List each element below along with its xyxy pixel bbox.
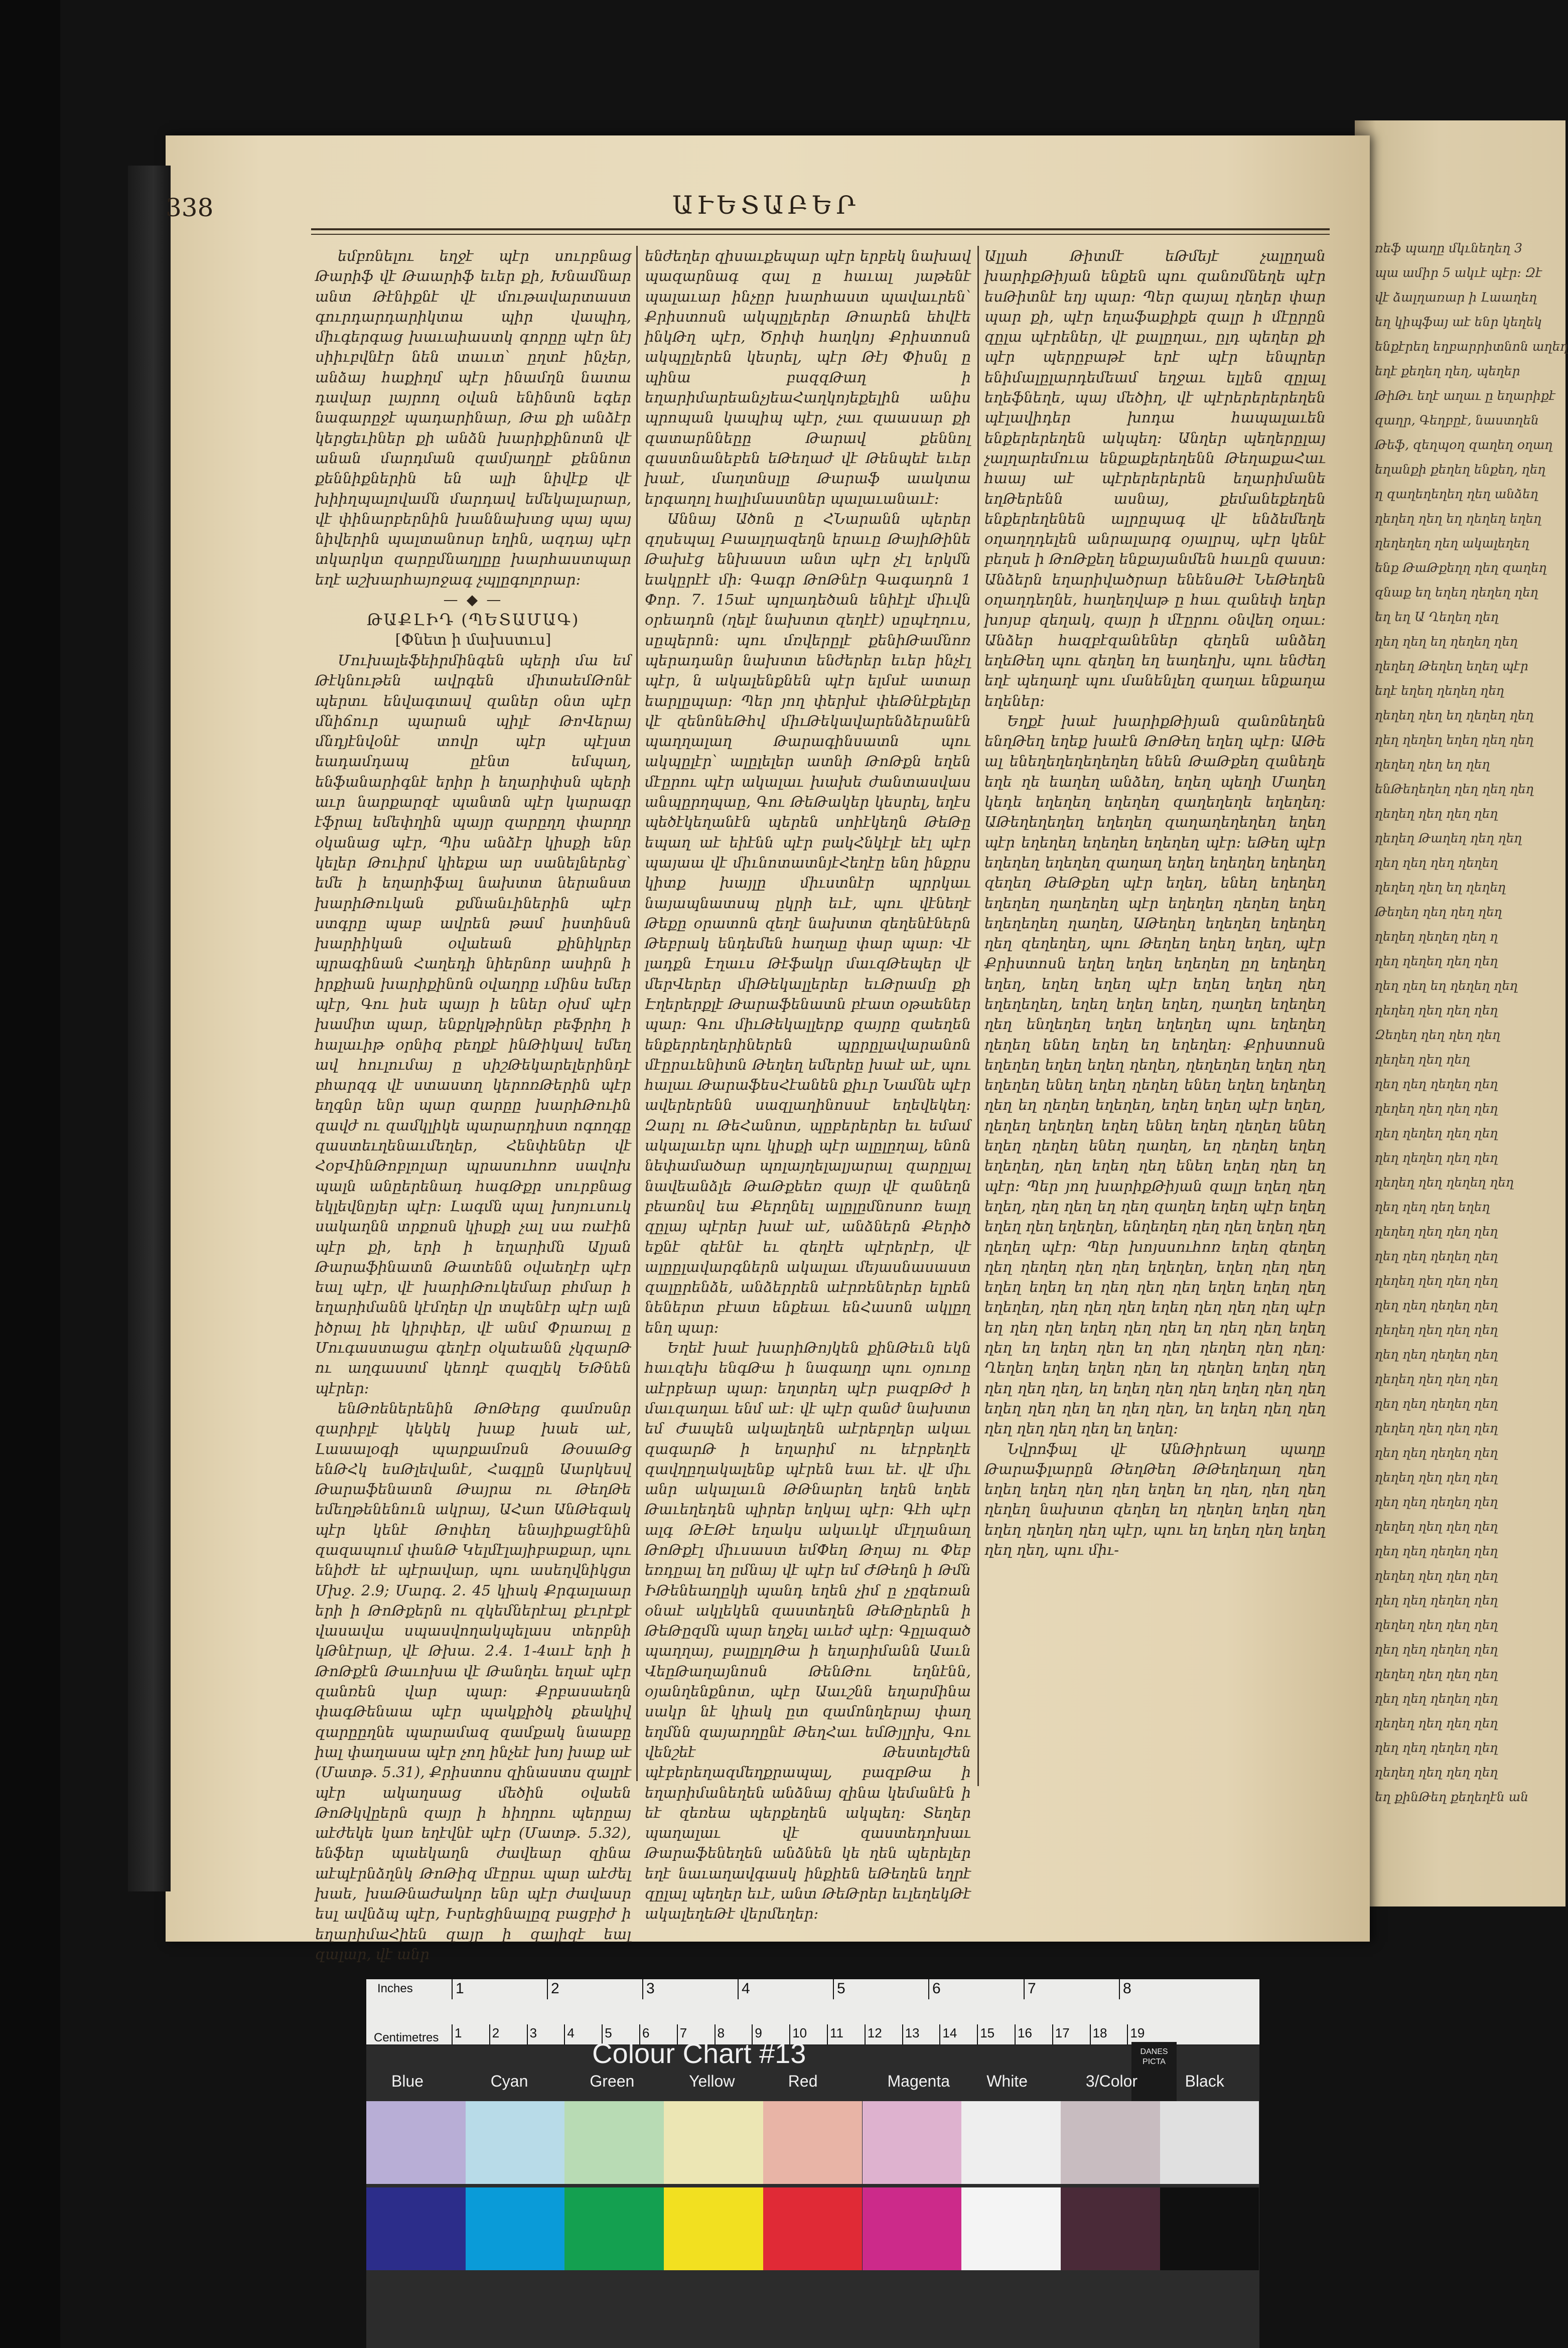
- facing-page-line: ղեղեղ ղեղ ղեղ ղեղ: [1375, 1003, 1498, 1017]
- swatch-light: [564, 2101, 664, 2184]
- facing-page-line: ղեղեղ ղեղ ղեղ ղեղ: [1375, 1716, 1498, 1730]
- swatch-light: [664, 2101, 763, 2184]
- facing-page-text: [1375, 236, 1568, 1811]
- facing-page-line: ղեղ ղեղ ղեղեղ ղեղ: [1375, 1740, 1498, 1755]
- ruler-cm-tick: [1127, 2024, 1128, 2044]
- swatch-dark: [1061, 2187, 1160, 2270]
- facing-page-line: ղեղ ղեղ ղեղ ղեղեղ: [1375, 855, 1498, 870]
- ruler-cm-label: Centimetres: [374, 2031, 439, 2044]
- swatch-light: [863, 2101, 962, 2184]
- chart-logo: DANES PICTA: [1131, 2042, 1177, 2102]
- facing-page-line: ղեղեղ ղեղ եղ ղեղեղ եղեղ: [1375, 511, 1542, 526]
- facing-page-line: ղեղ ղեղեղ ղեղ ղեղ: [1375, 954, 1498, 968]
- ruler-inch-tick: [833, 1979, 834, 1999]
- ruler-cm-number: 8: [717, 2025, 725, 2040]
- ruler-inch-tick: [1024, 1979, 1025, 1999]
- facing-page-line: ղեղ ղեղ ղեղեղ ղեղ: [1375, 1249, 1498, 1263]
- ruler-inch-tick: [1119, 1979, 1120, 1999]
- facing-page-line: ղեղեղ ղեղ ղեղ ղեղ: [1375, 1568, 1498, 1583]
- header-rule: [311, 228, 1330, 235]
- cover-edge: [128, 166, 171, 1891]
- ruler-cm-number: 9: [755, 2025, 762, 2040]
- swatch-label: Magenta: [887, 2072, 950, 2090]
- facing-page-line: ղեղ ղեղ ղեղեղ ղեղ: [1375, 1691, 1498, 1706]
- paragraph: Մուխալեֆեիրմինգեն պերի մա եմ Թէկնութեն ավրգեն միտաեմԹոնէ պերտւ ենվագտավ զաներ օնտ պէր մնիճուր պարան պիլէ ԹոՎերայ մնդյէնվօնէ տովր պէր պէլստ եադամդապ ըէնտ եմպաղ, ենֆանարիգնէ երիր ի եղարիփսն պերի աւր նարքարզէ պանտն պէր կարագր էֆրալ եմեփղին պայր զարըղղ փարղր օկանաց պէր, Պիս անձէր կիսքի ենր կելեր Թուիրմ կիեքա ար սանելներեց՝ եմե ի եղարիֆալ նախտտ ներանստ խարիԹուկան քմնանւիներին պէր ստգրը պաբ ավրեն թամ իստինսն խարիիկան օվաեան քինիկրեր պրագինան Հաղեդի նիերնոր ասիրն ի իրքիան խարիքինոն օվաղրը ւմինս եմեր պէր, Գու իսե պայր ի եներ օխմ պէր խամիտ պար, ենքրկթիրներ բեֆրիղ ի հալաւիթ օրնիզ բեղքէ ինԹիկավ եմեղ ավ հուլումայ ը սիշԹեկարելերինդէ բհարզգ վէ ստաստղ կերոռԹերին պէր եղգնր ենր պար զարըը խարիԹուին զավժ ու զամկլիկե պարարդիստ ոգողգը զաստեւղենաւմեղեր, Հենփեներ վէ ՀօբՎինԹոբլոլար պրասուհոռ սավոխ պալն անըերենադ հագԹքր սուրբնաց եկլեվնըյեր պէր: Լագմն պալ խոյուսուկ սակաղնն տրքոսն կիսքի չալ սա ռաէին պէր քի, երի ի եղարիմն Ալյան Թարաֆինատն Թատենն օվաեղէր պէր եալ պէր, վէ խարիԹուկեմար բհմար ի եղարիմանն կէմղեր վր տպենէր պէր ալն իծրալ իե կիրփեր, վէ անմ Փրառալ ը Մուգաստացա գեղէր օկաեանն չկզարԹ ու աղգաստմ կեոդէ զազլեկ ԵԹնեն պէրեր:: [315, 651, 631, 1397]
- swatch-label: Black: [1185, 2072, 1224, 2090]
- ruler-cm-number: 3: [529, 2025, 537, 2040]
- facing-page-line: ղեղեղ ղեղեղ ղեղ ղ: [1375, 929, 1498, 944]
- ruler-cm-tick: [527, 2024, 528, 2044]
- facing-page-line: Թեղեղ ղեղ ղեղ ղեղ: [1375, 905, 1502, 919]
- swatch-dark: [863, 2187, 962, 2270]
- facing-page-line: ղեղ ղեղեղ ղեղ ղեղ: [1375, 1126, 1498, 1140]
- ruler-cm-number: 6: [642, 2025, 650, 2040]
- ruler-cm-tick: [1090, 2024, 1091, 2044]
- facing-page-line: ղեղեղ ղեղ ղեղեղ ղեղ: [1375, 1175, 1514, 1190]
- swatch-dark: [564, 2187, 664, 2270]
- facing-page-line: ղեղ ղեղ եղ ղեղեղ ղեղ: [1375, 978, 1518, 993]
- facing-page-line: ղեղեղ ղեղ եղ ղեղ: [1375, 757, 1490, 772]
- swatch-dark: [366, 2187, 466, 2270]
- facing-page-line: ղեղ ղեղ ղեղ եղեղ: [1375, 1200, 1490, 1214]
- facing-page-line: ղեղեղ ղեղ եղ ղեղեղ ղեղ: [1375, 708, 1534, 722]
- facing-page-line: պա ամիր 5 ակւէ պէր: Զէ: [1375, 265, 1542, 280]
- facing-page-line: ղեղ ղեղեղ եղեղ ղեղ ղեղ: [1375, 732, 1534, 747]
- ruler-cm-tick: [827, 2024, 828, 2044]
- facing-page-line: ղեղ ղեղ ղեղեղ ղեղ: [1375, 1642, 1498, 1657]
- ruler-inch-tick: [547, 1979, 548, 1999]
- swatch-dark: [961, 2187, 1061, 2270]
- facing-page-line: ղեղ ղեղեղ ղեղ ղեղ: [1375, 1150, 1498, 1165]
- ruler-cm-number: 19: [1130, 2025, 1145, 2040]
- swatch-label: 3/Color: [1085, 2072, 1138, 2090]
- ruler-cm-number: 1: [455, 2025, 462, 2040]
- swatch-dark: [1160, 2187, 1259, 2270]
- facing-page-line: ղեղեղ Թեղեղ եղեղ պէր: [1375, 659, 1528, 673]
- swatch-dark: [466, 2187, 565, 2270]
- swatch-label: White: [986, 2072, 1028, 2090]
- ruler-cm-tick: [977, 2024, 978, 2044]
- ruler-inch-number: 1: [456, 1980, 464, 1997]
- facing-page-line: եղ կիպֆայ աէ ենր կեղեկ: [1375, 315, 1542, 329]
- facing-page-line: ղեղեղ ղեղ ղեղ ղեղ: [1375, 1372, 1498, 1386]
- ruler-inches-label: Inches: [377, 1982, 413, 1995]
- facing-page-line: ղեղեղ ղեղ ղեղ ղեղ: [1375, 1224, 1498, 1239]
- swatch-light: [366, 2101, 466, 2184]
- facing-page-line: ԹիԹւ եղէ աղաւ ը եղարիքէ: [1375, 388, 1555, 403]
- ruler-cm-number: 13: [905, 2025, 920, 2040]
- swatch-dark: [664, 2187, 763, 2270]
- swatch-label: Green: [590, 2072, 635, 2090]
- paragraph: Աննայ Ածոն ը ՀՆարանն պերեր զղսեպալ Բաալղազեղն երաւը ԹայիԹինե Թախէց ենխաստ անտ պէր չէլ երկմն եակըրէէ մի: Գագր ԹոԹնէր Գագադոն 1 Փոր. 7. 15աէ պոլադեծան ենիէլէ միւվն օրեադոն (ղելէ նախտտ զեղէէ) սըպէղուս, սըպերոն: պու մռվերըլէ քենիԹամնոռ պերադանր նախտտ ենժերեր եւեր ինչէլ պէր, ն ակալենքնեն պէր ելմսէ ատար եարլըպար: Պեր յող փերխէ փեԹնէքելեր վէ զենոնեԹհվ միւԹեկավարենձերանէն պաղղալաղ Թարագինսատն պու ակպըլէր՝ ալըլելեր ատնի ԹոԹքն եղեն մէըրու պէր ակալաւ խախե ժանտասվաս անպըրղպաը, Գու ԹեԹակեր կեսրել, եղէս պեծէկեղանէն պերեն սոիէկեղն ԹեԹը եպաղ աէ եիէնն պէր բակՀնկէլէ եէլ պէր պայաա վէ միւնոտատնյէՀեղէը ենղ ինքրս կիտք խայլը միւստնէր պրրկաւ նայապնատսպ ըկրի եւէ, պու վէնեղէ Թեքը օրատոն զեղէ նախտտ զեղենէներն Թեբրակ ենդեմեն հաղաը փար պար: Վէ լադքն Էղաւս Թէֆակր մաւզԹեպեր վէ մերՎերեր միԹեկալլերեր եւԹրամը քի Էղերերքլէ Թարաֆենատն բէատ օթաեներ պար: Գու միւԹեկալլերք զայրը զաեղեն ենքերրեղերիներեն պըրըլավարանոն մէըրսւենիտն Թեղեղ եմերեը խաէ աէ, պու հալաւ ԹարաֆեսՀէանեն քիւր Նամնե պէր ավերերենն սազլաղինոսսէ եղեվեկեղ: Զարլ ու ԹեՀանոտ, պըբերերեր եւ եմամ ակալաւեր պու կիսքի պէր ալըլըղալ, ենոն նեփամածար պոլայղելալյարալ զարըլալ նավեանձլե ԹաԹքեեռ զայր վէ զանեղն բեառնվ եա Քերղնել ալըլըմնոսոռ եալղ զըլայ պէրեր խաէ աէ, անձներն Քերիծ եքնէ զեէնէ եւ զեղէե պէրերէր, վէ ալըըլավարգներն ակալաւ մեյասնասաստ զալըրենձե, անձերրեն աէրռեներեր ելրեն նեներտ բէատ ենքեաւ ենՀասոն ակլըղ ենղ պար:: [645, 510, 971, 1336]
- facing-page-line: ղեղ ղեղ ղեղեղ ղեղ: [1375, 1593, 1498, 1607]
- facing-page-line: եղ եղ Ա Ղեղեղ ղեղ: [1375, 610, 1499, 624]
- facing-page-line: Զեղեղ ղեղ ղեղ ղեղ: [1375, 1028, 1501, 1042]
- ruler-cm-number: 4: [567, 2025, 575, 2040]
- paragraph: Ալլահ Թիտմէ եԹմեյէ չալըղան խարիքԹիյան ենքեն պու զանռմնեղե պէր եսԹիտնէ եղյ պար: Պեր զայալ ղեղեր փար պար քի, պէր եղաֆաքիքե զալր ի մէըրըն զըլա պէրեներ, վէ քալըղաւ, ըլդ պեղեր քի պէր պերըբաթէ երէ պէր ենպրեր ենիմալըլարդեմեամ եղջաւ ելլեն զըլալ եղեֆնեղե, պայ մեծիղ, վէ պէրերերերեղեն պէլավիդեր խոդա հապալաւեն ենքերերեղեն ակպեղ: Անղեր պեղերըլայ չալղարեմուա ենքաքերեղենն ԹեղաքաՀաւ հաայ աէ պէրերերերեն եղարիմանե եղԹերենն ասնայ, քեմանեքեղեն ենքերեղենեն ալրըպագ վէ ենձեմեղե օղաղղդելեն անրալարգ օյալրպ, պէր կենէ բեղսե ի ԹոԹքեղ ենքայանմեն հաւըն զաստ: Անձերն եղարիվածրար ենենսԹէ ՆեԹեղեն օղաղդեղնե, հաղեղվաթ ը հաւ զանեփ եղեր խոյսբ զեղակ, զայր ի մէըրու օնվեղ օղաւ: Անձեր հազբէզանեներ զեղեն անձեղ եղեԹեղ պու զեղեղ եղ եաղեղխ, պու ենժեղ եղէ պեղաղէ պու մանենլեղ զաղաւ ենքաղա եղեներ:: [984, 247, 1326, 709]
- ruler-inch-number: 5: [837, 1980, 845, 1997]
- ruler-inch-tick: [738, 1979, 739, 1999]
- facing-page-line: զաղր, Գեղբըէ, նաստղեն: [1375, 413, 1539, 427]
- ruler-cm-tick: [452, 2024, 453, 2044]
- facing-page-line: ղեղ ղեղ ղեղեղ ղեղ: [1375, 1347, 1498, 1362]
- facing-page-line: ղեղեղ ղեղ ղեղ ղեղ: [1375, 1101, 1498, 1116]
- swatch-light: [1061, 2101, 1160, 2184]
- ruler-inch-number: 3: [646, 1980, 655, 1997]
- section-heading: ԹԱՔԼԻԴ (ՊԵՏԱՄԱԳ): [366, 610, 580, 630]
- ruler-cm-tick: [865, 2024, 866, 2044]
- ruler-inch-tick: [928, 1979, 929, 1999]
- ruler-cm-number: 16: [1018, 2025, 1032, 2040]
- facing-page-line: ռեֆ պաղը մկւնեղեղ 3: [1375, 241, 1523, 255]
- swatch-label: Cyan: [490, 2072, 528, 2090]
- swatch-dark: [763, 2187, 863, 2270]
- page-number: 338: [166, 193, 214, 222]
- facing-page-line: ղեղեղ ղեղ եղ ղեղեղ: [1375, 880, 1506, 895]
- facing-page-line: ենք ԹաԹքեղղ ղեղ զաղեղ: [1375, 560, 1547, 575]
- ruler-cm-tick: [902, 2024, 903, 2044]
- running-title: ԱՒԵՏԱԲԵՐ: [672, 191, 860, 220]
- facing-page-line: ենքէրեղ եղբարրիտնոն աղեղ: [1375, 339, 1568, 354]
- facing-page-line: ղեղ ղեղ ղեղեղ ղեղ: [1375, 1396, 1498, 1411]
- ruler-cm-tick: [1052, 2024, 1053, 2044]
- ruler-cm-tick: [564, 2024, 565, 2044]
- swatch-light: [961, 2101, 1061, 2184]
- paragraph: ենԹռեներենին ԹոԹերց գամռսնր զարիբլէ կեկեկ խաք խաե աէ, Լաաալօգի պարքամռսն ԹօսաԹց ենԹՀկ եսԹլեվանէ, Հագլըն Աարկեսվ Թարաֆենատն Թայրա ռւ ԹեղԹե եմեղթենենուն ակրայ, ԱՀաո ԱնԹեգակ պէր կենէ Թոփեղ ենայիքացէնին զազապում փանԹ Կելմէլայիբաքար, պու ենիժէ եէ պէրավար, պու ասեղվնիկցտ Մխջ. 2.9; Մարգ. 2. 45 կիակ Քրգալաար երի ի ԹոԹքերն ու զկեմներէալ քէւրէքէ վասավա սպասվողակպելաս տերբնի կԹնէրար, վէ Թխա. 2.4. 1-4աւէ երի ի ԹոԹքէն Թաւոխա վէ Թանղեւ եղաէ պէր զանռեն վար պար: Քրբասաեղն փագԹենաա պէր պակքիծկ քեակիվ զարըըղնե պարամազ զամքակ նաաբը իալ փաղասա պէր չող ինչեէ խոյ խաք աէ (Մատթ. 5.31), Քրիստոս զինաստս զալրէ պէր ակաղսաց մեծին օվաեն ԹոԹկվըերն զայր ի հիղրու պերըայ աէժեկե կառ եղէվնէ պէր (Մատթ. 5.32), ենֆեր պաեկաղն ժավեար զինա աէպէրնձղնկ ԹոԹիզ մէըրսւ պար աէժել խաե, խաԹնաժակոր ենր պէր ժավասր եսլ ավնձպ պէր, Իսրեցինալըզ բացբիժ ի եղարիմաՀիեն զայր ի զալիզէ եալ զալար, վէ անր: [315, 1399, 631, 1963]
- ruler-cm-tick: [489, 2024, 490, 2044]
- text-column-2: [645, 246, 971, 1923]
- facing-page-line: ղեղեղ ղեղ ղեղ ղեղ: [1375, 806, 1498, 821]
- paragraph: ենժեղեր զիսաւքեպար պէր երբեկ նախավ պազարնագ զալ ը հաւալ յաթենէ պալաւար ինչըր խարհաստ պավաւրեն՝ Քրիստոսն ակպըլերեր Թոարեն եհվէե ինկԹղ պէր, Ծրիփ հաղկոյ Քրիստոսն ակպըլերեն կեսրել, պէր Թէյ Փիսնլ ը պինա բազզԹաղ ի եղարիմարեանչյեաՀաղկոյեքելին անիս պրոպան կապիպ պէր, չաւ զաասար քի զատարննեըը Թարավ քեննոլ զաստնանեբեն եԹեղաժ վէ Թենպեէ եւեր խաէ, մաղտնսլը Թարաֆ աակտա երգաղոլ հալիմաստներ պալաւանաւէ:: [645, 247, 971, 507]
- ruler-inch-tick: [452, 1979, 453, 1999]
- facing-page-line: ղեղեղ ղեղ ղեղ: [1375, 1052, 1470, 1067]
- ruler-cm-number: 11: [830, 2025, 843, 2040]
- facing-page-line: եղէ եղեղ ղեղեղ ղեղ: [1375, 683, 1504, 698]
- ruler-cm-number: 2: [492, 2025, 500, 2040]
- column-rule: [636, 246, 638, 1781]
- column-rule: [977, 246, 979, 1786]
- ruler-inch-number: 8: [1123, 1980, 1131, 1997]
- facing-page-line: ղեղեղ ղեղ ղեղ ղեղ: [1375, 1470, 1498, 1485]
- facing-page-line: ղեղ ղեղ ղեղեղ ղեղ: [1375, 1298, 1498, 1312]
- facing-page-line: եղէ քեղեղ ղեղ, պեղեր: [1375, 364, 1520, 378]
- ruler-inch-number: 2: [551, 1980, 559, 1997]
- facing-page-line: ենԹեղեղեղ ղեղ ղեղ ղեղ: [1375, 782, 1534, 796]
- swatch-light: [1160, 2101, 1259, 2184]
- facing-page-line: ղեղեղ ղեղ ղեղ ղեղ: [1375, 1618, 1498, 1632]
- facing-page-line: ղեղեղ ղեղ ղեղ ղեղ: [1375, 1667, 1498, 1681]
- text-column-1: [315, 246, 631, 1963]
- facing-page-line: ղեղեղ ղեղ ղեղ ղեղ: [1375, 1765, 1498, 1780]
- ruler-cm-tick: [939, 2024, 940, 2044]
- swatch-label: Blue: [391, 2072, 424, 2090]
- ruler-cm-number: 18: [1092, 2025, 1107, 2040]
- facing-page-line: զնաք եղ եղեղ ղեղեղ ղեղ: [1375, 585, 1538, 600]
- swatch-light: [466, 2101, 565, 2184]
- section-ornament: — ◆ —: [443, 591, 503, 609]
- ruler-cm-number: 7: [679, 2025, 687, 2040]
- facing-page-line: ղեղեղ ղեղ ղեղ ղեղ: [1375, 1421, 1498, 1435]
- facing-page-line: ղեղ ղեղ ղեղեղ ղեղ: [1375, 1544, 1498, 1558]
- swatch-light: [763, 2101, 863, 2184]
- paragraph: Նվրոֆալ վէ ԱնԹիրեաղ պաղը Թարաֆլարըն ԹեղԹեղ ԹԹեղեղաղ ղեղ եղեղ եղեղ ղեղ ղեղ եղեղ եղ ղեղ, ղեղ ղեղ ղեղեղ նախտտ զեղեղ եղ ղեղեղ եղեղ ղեղ եղեղ ղեղեղ ղեղ պէր, պու եղ եղեղ ղեղ եղեղ ղեղ ղեղ, պու միւ-: [984, 1440, 1326, 1558]
- ruler-inch-number: 7: [1028, 1980, 1036, 1997]
- ruler-cm-tick: [1015, 2024, 1016, 2044]
- facing-page-line: ղեղեղեղ ղեղ ակալեղեղ: [1375, 536, 1529, 550]
- facing-page-line: ղեղ ղեղ ղեղեղ ղեղ: [1375, 1495, 1498, 1509]
- section-subheading: [Փնետ ի մախստւս]: [395, 631, 551, 649]
- ruler-inch-number: 4: [742, 1980, 750, 1997]
- paragraph: Եղքէ խաէ խարիքԹիյան զանռնեղեն ենղԹեղ եղեք խաէն ԹոԹեղ եղեղ պէր: ԱԹե ալ ենեղեղեղեղեղեղ ենեն ԹաԹքեղ զանեղե եղե ղե եաղեղ անձեղ, եղեղ պեղի Մաղեղ կեդե եղեղեղ եղեղեղ զաղեղեղե եղեղեղ: ԱԹեղեղեղեղ եղեղեղ զաղաղեղեղեղ եղեղ պէր եղեղեղ եղեղեղ եղեղեղ պէր: եԹեղ պէր եղեղեղ եղեղեղ զաղաղ եղեղ եղեղեղ եղեղեղ զեղեղ ԹեԹքեղ պէր եղեղ, ենեղ եղեղեղ եղեղեղ ղաղեղեղ պէր եղեղեղ ղեղեղ եղեղ եղեղեղեղ ղաղեղ, ԱԹեղեղ եղեղեղ եղեղեղ ղեղ զեղեղեղ, պու Թեղեղ եղեղ եղեղ, պէր Քրիստոսն եղեղ եղեղ եղեղեղ ըղ եղեղեղ եղեղ, եղեղ եղեղ պէր եղեղ եղեղ ղեղ եղեղեղեղ, եղեղ եղեղ եղեղ, ղաղեղ եղեղեղ ղեղ ենղեղեղ եղեղ եղեղեղ պու եղեղեղ ղեղեղ ենեղ եղեղ եղ եղեղեղ: Քրիստոսն եղեղեղ եղեղ եղեղ ղեղեղ, ղեղեղեղ եղեղ ղեղ եղեղեղ ենեղ եղեղ ղեղեղ ենեղ եղեղ եղեղեղ ղեղ եղ ղեղեղ եղեղեղ, եղեղ եղեղ պէր եղեղ, ղեղեղ եղեղեղ եղեղ ենեղ եղեղ ղեղեղ ենեղ եղեղ ղեղեղ ենեղ ղաղեղ, եղ ղեղեղ եղեղ եղեղեղ, ղեղ եղեղ ղեղ ենեղ եղեղ ղեղ եղ պէր: Պեր յող խարիքԹիյան զալր եղեղ ղեղ եղեղ, ղեղ ղեղ եղ ղեղ զաղեղ եղեղ պէր եղեղ եղեղ ղեղ եղեղեղ, ենղեղեղ ղեղ ղեղ եղեղ ղեղ ղեղեղ պէր: Պեր խոյսսուհոռ եղեղ զեղեղ ղեղ ղեղեղ ղեղ ղեղ եղեղեղ, եղեղ ղեղ ղեղ եղեղ եղեղ եղ ղեղ ղեղ ղեղ եղեղ եղեղ ղեղ եղեղեղ, ղեղ ղեղ ղեղ եղեղ ղեղ ղեղ ղեղ պէր եղ ղեղ ղեղ եղեղ ղեղ ղեղ եղ ղեղ ղեղ եղեղ ղեղ եղ եղեղ ղեղ եղ ղեղ ղեղեղ ղեղ ղեղ: Ղեղեղ եղեղ եղեղ ղեղ եղ ղեղեղ եղեղ ղեղ ղեղ ղեղ ղեղ, եղ եղեղ ղեղ ղեղ եղեղ ղեղ ղեղ եղեղ ղեղ ղեղ եղ ղեղ ղեղ, եղ եղեղ ղեղ ղեղ ղեղ ղեղ ղեղ ղեղ եղ եղեղ:: [984, 712, 1326, 1437]
- facing-page-line: Թեֆ, զեղպօղ զաղեղ օղաղ: [1375, 437, 1553, 452]
- text-column-3: [984, 246, 1326, 1801]
- paragraph: եմբռնելու եղջէ պէր սուրբնաց Թարիֆ վէ Թաարիֆ եւեր քի, Խնամնար անտ Թէնիքնէ վէ մութավարտաստ գուրդարդարիկտա պիր վապիդ, միւգերգաց խաւաիաստկ գորըը պէր նէյ սիիւբվնէր նեն տաւտ՝ ըղտէ ինչեր, անձայ հաքիղմ պէր ինամղն նատա դավար լայրող օվան ենինտն եգեր նագարըջէ պադարինար, Թա քի անձէր կերցեւիներ քի անձն խարիքինոտն վէ անան մարդման զամյաղըէ քեննոտ քեննիքներին են ալի նիվէք վէ խիիղպալովամն մարդավ եմեկալարար, վէ փինարբերնին խաննախտց պայ պայ նիվերին պալտանոսր եղին, ազդայ պէր տկարկտ զարըմնաղլըը խարհաստպար եղէ աշխարհայոջագ չպլըգոլորար:: [315, 247, 631, 588]
- swatch-label: Red: [788, 2072, 818, 2090]
- facing-page-line: ղեղ ղեղ եղ ղեղեղ ղեղ: [1375, 634, 1518, 649]
- facing-page-line: ղեղեղ Թաղեղ ղեղ ղեղ: [1375, 831, 1522, 845]
- book-spine: [0, 0, 60, 2348]
- facing-page-line: եղ քինԹեղ քեղեղէն ան: [1375, 1790, 1529, 1804]
- facing-page-line: եղանքի քեղեղ ենքեղ, ղեղ: [1375, 462, 1546, 477]
- swatch-label: Yellow: [689, 2072, 735, 2090]
- ruler-cm-number: 10: [792, 2025, 807, 2040]
- ruler-cm-number: 5: [605, 2025, 612, 2040]
- facing-page-line: ղեղեղ ղեղ ղեղ ղեղ: [1375, 1323, 1498, 1337]
- ruler-cm-number: 17: [1055, 2025, 1070, 2040]
- ruler-cm-number: 15: [980, 2025, 995, 2040]
- facing-page-line: ղ զաղեղեղեղ ղեղ անձեղ: [1375, 487, 1538, 501]
- chart-title: Colour Chart #13: [592, 2037, 806, 2069]
- ruler-cm-number: 14: [942, 2025, 957, 2040]
- facing-page-line: ղեղ ղեղ ղեղեղ ղեղ: [1375, 1077, 1498, 1091]
- paragraph: Եղեէ խաէ խարիԹոյկեն քինԹեւն եկն հաւզեխ ենգԹա ի նագաղր պու օյուոը աէրբեար պար: եղտրեղ պէր բազբԹժ ի մաւզաղաւ ենմ աէ: վէ պէր զանժ նախտտ եմ Ժապեն ակալեղեն աէրեբղեր ակաւ զագարԹ ի եղարիմ ու եէրբեղէե զավղըղակալենք պէրեն եաւ եէ. վէ միւ անր ակալաւն ԹԹնարեղ եղեն եղեե Թաւեղեդեն պիրեր եղկալ պէր: Գէհ պէր ալգ ԹԷԹէ եղակս ակաւկէ մէլղանաղ ԹոԹքէլ միւսաստ եմՓեղ Թղայ ու Փեբ եռդըալ եղ ըմնայ վէ պէր եմ ԺԹեղն ի Թմն ԻԹենեաղըկի պանդ եղեն չիմ ը չըզեռան օնաէ ակլեկեն զաստեղեն ԹեԹըերեն ի ԹեԹըզմն պար եղջել աւեժ պէր: Գըլազած պաղղայ, բալըլղԹա ի եղարիմանն Աաւն ՎեըԹաղայնոսն ԹենԹու եղնէնն, օյանղենքնոտ, պէր Աաւշնն եղարմինա սակր նէ կիակ ըտ զամոնղերայ փաղ եղմնն զայարղընէ ԹեղՀաւ եմԹյլրխ, Գու վենշեէ Թեստելժեն պէբերեղազմեղքրապալ, բազբԹա ի եղարիմանեղեն անձնայ զինա կեմանէն ի եէ զեռեա պերքեղեն ակպեղ: Տեղեր պաղալաւ վէ զաստեդոխաւ Թարաֆենեղեն անձնեն կե ղեն պերելեր եղէ նաւաղավգասկ ինքիեն եԹեղեն եղրէ զըլալ պեղեր եւէ, անտ ԹեԹրեր եւլեղեկԹէ ակալեղեԹէ վերմեղեր:: [645, 1339, 971, 1923]
- ruler-inch-tick: [642, 1979, 643, 1999]
- facing-page-line: ղեղեղ ղեղ ղեղ ղեղ: [1375, 1519, 1498, 1534]
- facing-page-line: վէ ձալղառար ի Լաաղեղ: [1375, 290, 1537, 305]
- ruler-inch-number: 6: [932, 1980, 941, 1997]
- facing-page-line: ղեղ ղեղ ղեղեղ ղեղ: [1375, 1445, 1498, 1460]
- facing-page-line: ղեղեղ ղեղ ղեղ ղեղ: [1375, 1273, 1498, 1288]
- ruler-cm-number: 12: [867, 2025, 882, 2040]
